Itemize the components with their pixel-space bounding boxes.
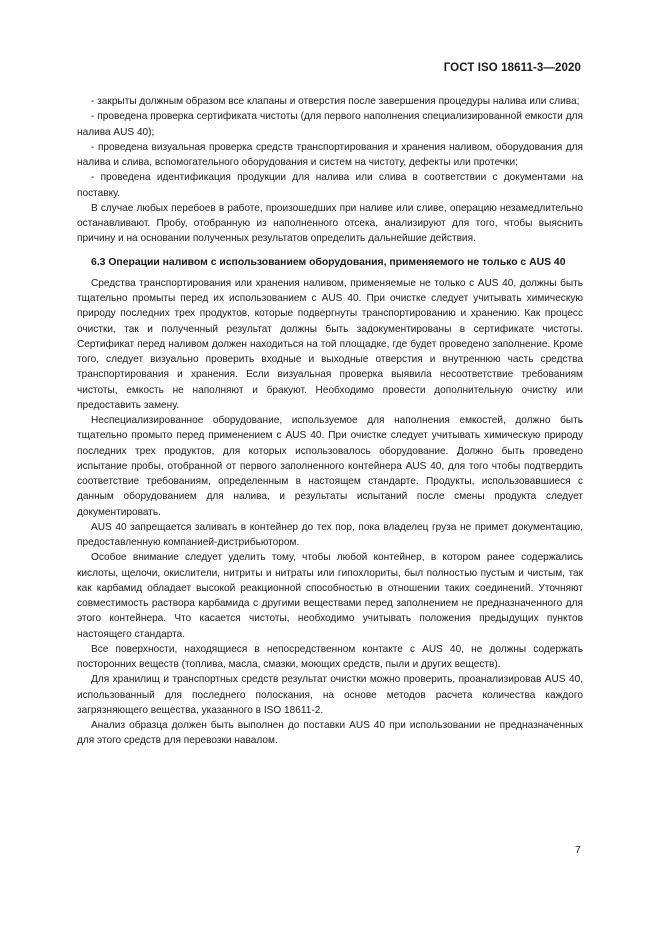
paragraph-documentation-acceptance: AUS 40 запрещается заливать в контейнер до тех пор, пока владелец груза не примет документацию, предоставленную компанией-дистрибьютором. <box>77 521 583 548</box>
section-heading-6-3: 6.3 Операции наливом с использованием оборудования, применяемого не только с AUS 40 <box>91 256 566 268</box>
paragraph-special-attention: Особое внимание следует уделить тому, чтобы любой контейнер, в котором ранее содержались кислоты, щелочи, окислители, нитриты и нитраты или гипохлориты, был полностью пустым и чистым, так как карбамид обладает высокой реакционной способностью в отношении таких соединений. Уточняют совместимость раствора карбамида с другими веществами перед заполнением не предназначенного для этого контейнера. Что касается чистоты, необходимо учитывать положения предыдущих пунктов настоящего стандарта. <box>77 552 583 640</box>
document-header-code: ГОСТ ISO 18611-3—2020 <box>443 62 581 74</box>
paragraph-interruptions: В случае любых перебоев в работе, произошедших при наливе или сливе, операцию незамедлительно останавливают. Пробу, отобранную из наполненного отсека, анализируют для того, чтобы выяснить причину и на основании полученных результатов определить дальнейшие действия. <box>77 202 583 245</box>
document-body <box>77 94 583 749</box>
list-item-product-identification: - проведена идентификация продукции для налива или слива в соответствии с документами на поставку. <box>77 172 583 199</box>
paragraph-sample-analysis: Анализ образца должен быть выполнен до поставки AUS 40 при использовании не предназначенных для этого средств для перевозки навалом. <box>77 720 583 747</box>
list-item-valves-closed: - закрыты должным образом все клапаны и отверстия после завершения процедуры налива или слива; <box>91 96 580 107</box>
paragraph-transport-storage: Средства транспортирования или хранения наливом, применяемые не только с AUS 40, должны быть тщательно промыты перед их использованием с AUS 40. При очистке следует учитывать химическую природу последних трех продуктов, которые подвергнуты транспортированию и хранению. Как процесс очистки, так и полученный результат должны быть задокументированы в сертификате чистоты. Сертификат перед наливом должен находиться на той площадке, где будет проведено заполнение. Кроме того, следует визуально проверить входные и выходные отверстия и внутреннюю часть средства транспортирования и хранения. Если визуальная проверка выявила несоответствие требованиям чистоты, емкость не наполняют и бракуют. Необходимо провести дополнительную очистку или предоставить замену. <box>77 277 583 411</box>
paragraph-cleaning-verification: Для хранилищ и транспортных средств результат очистки можно проверить, проанализировав AUS 40, использованный для последнего полоскания, на основе методов расчета количества каждого загрязняющего вещества, указанного в ISO 18611-2. <box>77 674 583 716</box>
paragraph-non-dedicated-equipment: Неспециализированное оборудование, используемое для наполнения емкостей, должно быть тщательно промыто перед применением с AUS 40. При очистке следует учитывать химическую природу последних трех продуктов, для которых использовалось оборудование. Должно быть проведено испытание пробы, отобранной от первого заполненного контейнера AUS 40, для того чтобы подтвердить соответствие требованиям, определенным в настоящем стандарте. Продукты, использовавшиеся с данным оборудованием для налива, и результаты испытаний после смены продукта следует документировать. <box>77 415 583 518</box>
list-item-certificate-check: - проведена проверка сертификата чистоты (для первого наполнения специализированной емкости для налива AUS 40); <box>77 111 583 138</box>
list-item-visual-inspection: - проведена визуальная проверка средств транспортирования и хранения наливом, оборудования для налива и слива, вспомогательного оборудования и систем на чистоту, дефекты или протечки; <box>77 141 583 168</box>
paragraph-surfaces: Все поверхности, находящиеся в непосредственном контакте с AUS 40, не должны содержать посторонних веществ (топлива, масла, смазки, моющих средств, пыли и других веществ). <box>77 643 583 670</box>
page-number: 7 <box>575 844 581 856</box>
